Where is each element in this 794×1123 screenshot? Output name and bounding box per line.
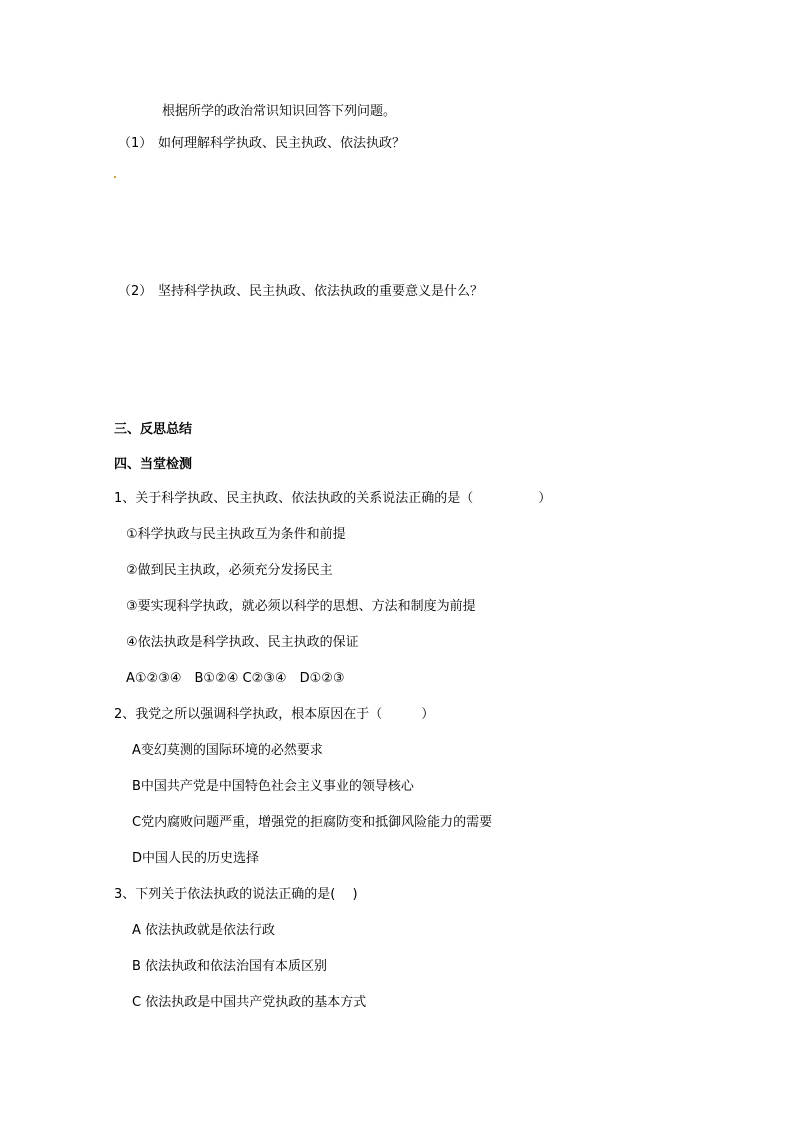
sub-question-1-text: 如何理解科学执政、民主执政、依法执政？: [158, 136, 406, 151]
question-1-option: ②做到民主执政，必须充分发扬民主: [126, 563, 333, 578]
sub-question-2-number: （2）: [118, 284, 153, 299]
question-2-option: C党内腐败问题严重，增强党的拒腐防变和抵御风险能力的需要: [132, 815, 493, 830]
sub-question-1-number: （1）: [118, 136, 153, 151]
question-1-answer-choices: A①②③④ B①②④ C②③④ D①②③: [126, 671, 345, 686]
question-3-stem: 3、下列关于依法执政的说法正确的是( ): [114, 887, 358, 902]
question-3-option: C 依法执政是中国共产党执政的基本方式: [132, 995, 367, 1010]
question-3-option: B 依法执政和依法治国有本质区别: [132, 959, 328, 974]
stray-mark: [114, 176, 116, 178]
question-1-option: ③要实现科学执政，就必须以科学的思想、方法和制度为前提: [126, 599, 476, 614]
section-heading-classroom-test: 四、当堂检测: [114, 457, 193, 472]
question-2-stem: 2、我党之所以强调科学执政，根本原因在于（ ）: [114, 707, 435, 722]
sub-question-2: [118, 284, 483, 300]
intro-text: 根据所学的政治常识知识回答下列问题。: [162, 104, 397, 119]
question-3-option: A 依法执政就是依法行政: [132, 923, 276, 938]
question-1-stem: 1、关于科学执政、民主执政、依法执政的关系说法正确的是（ ）: [114, 491, 552, 506]
question-2-option: B中国共产党是中国特色社会主义事业的领导核心: [132, 779, 414, 794]
question-1-option: ①科学执政与民主执政互为条件和前提: [126, 527, 346, 542]
question-2-option: D中国人民的历史选择: [132, 851, 260, 866]
sub-question-1: [118, 136, 405, 152]
sub-question-2-text: 坚持科学执政、民主执政、依法执政的重要意义是什么？: [158, 284, 484, 299]
question-1-option: ④依法执政是科学执政、民主执政的保证: [126, 635, 359, 650]
question-2-option: A变幻莫测的国际环境的必然要求: [132, 743, 323, 758]
section-heading-reflection: 三、反思总结: [114, 422, 193, 437]
